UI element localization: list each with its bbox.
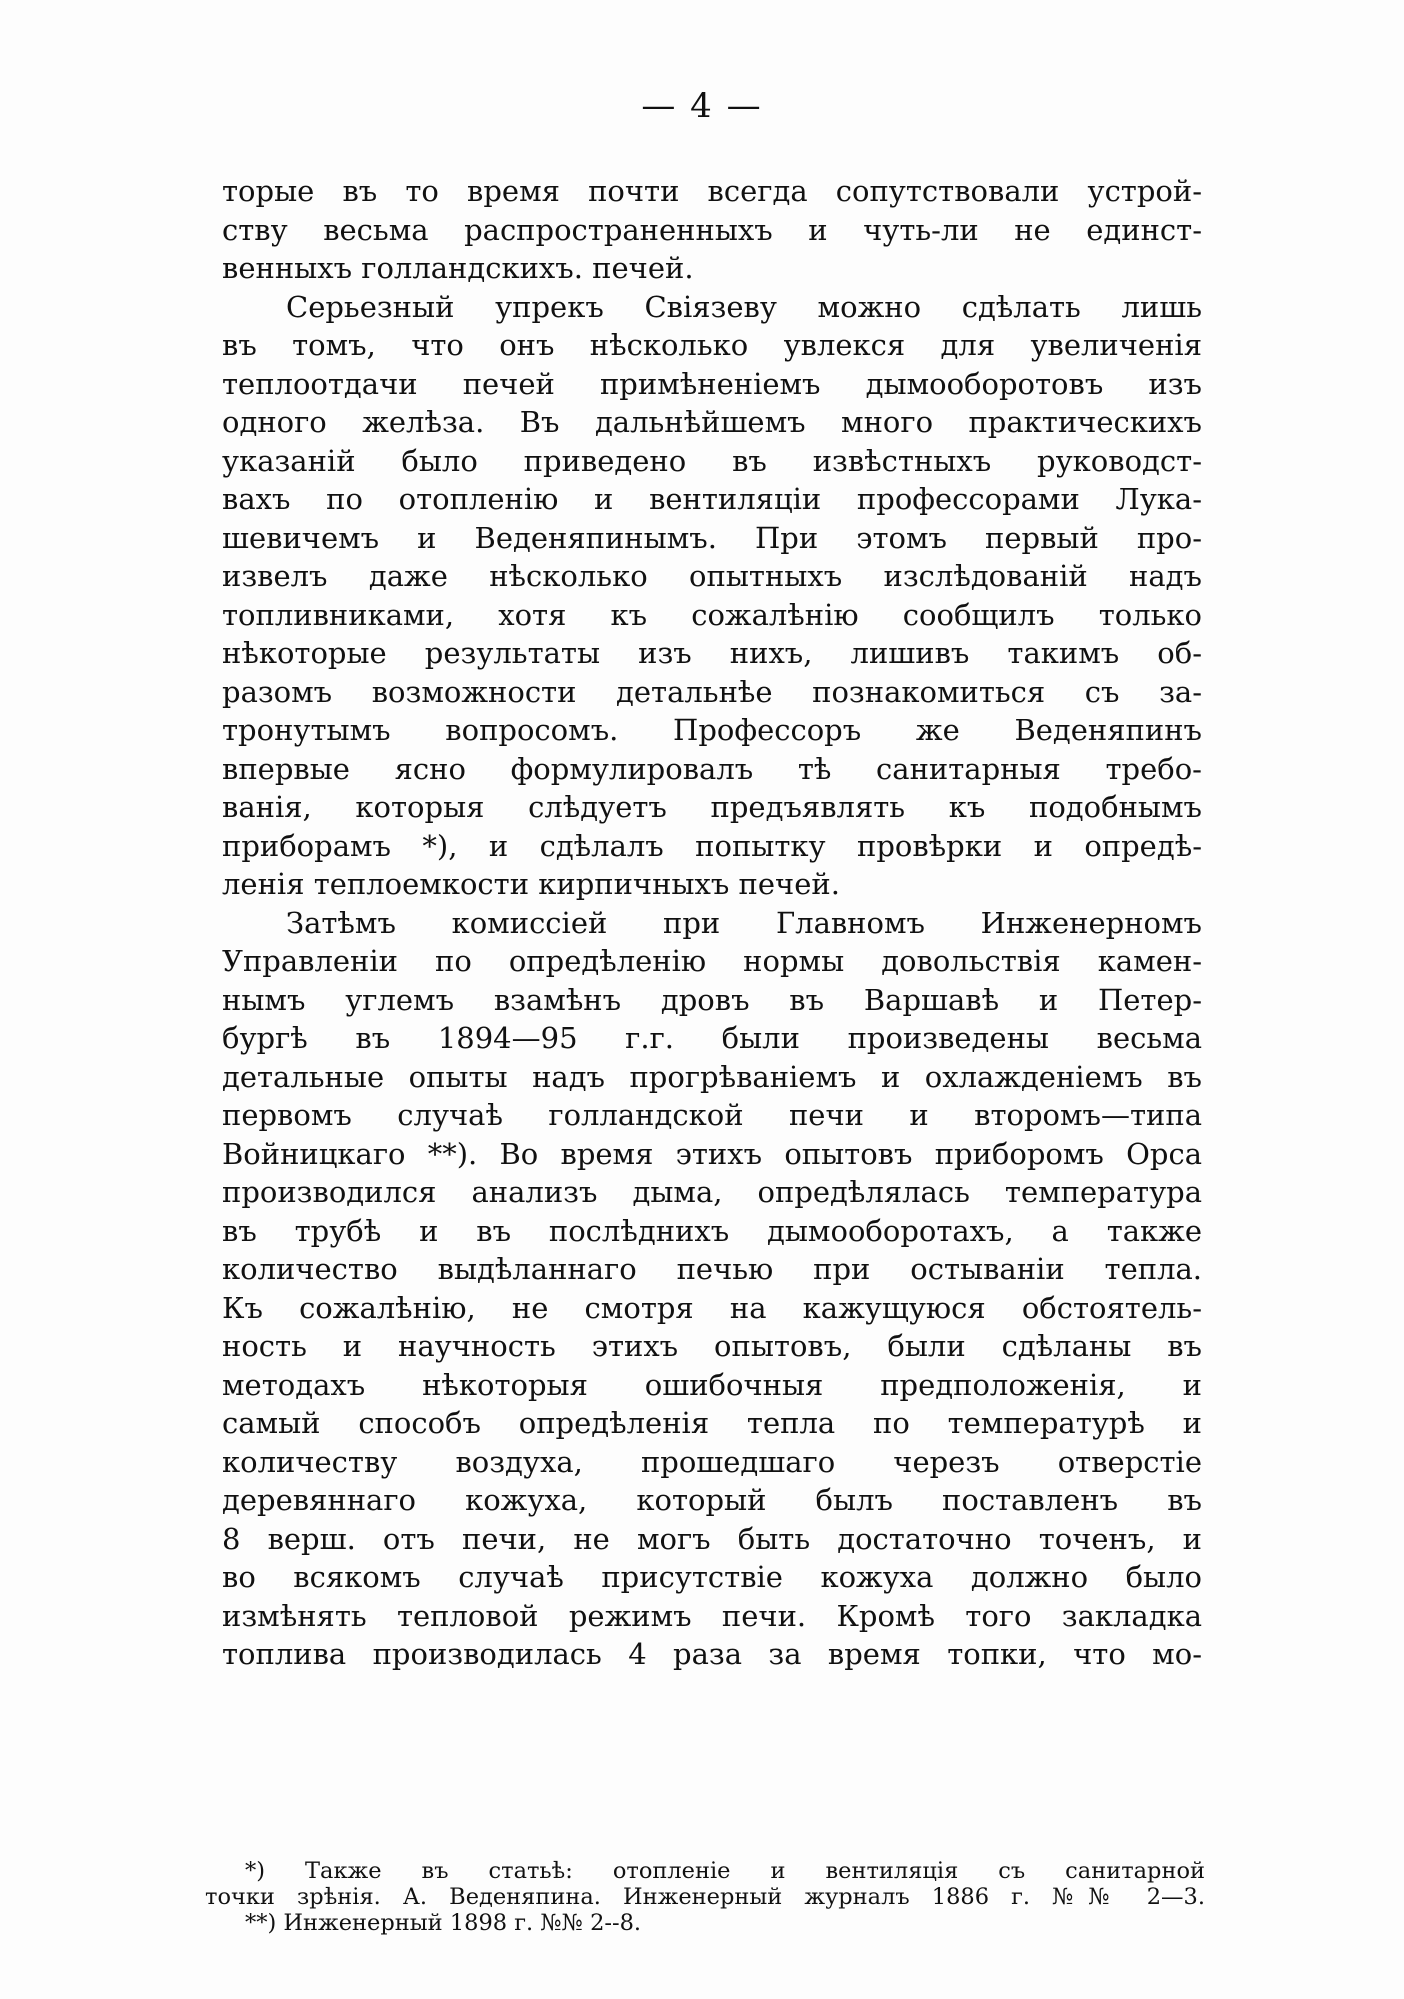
text-line: количество выдѣланнаго печью при остываніи тепла. (222, 1252, 1202, 1286)
text-line: измѣнять тепловой режимъ печи. Кромѣ того закладка (222, 1598, 1202, 1633)
text-line: разомъ возможности детальнѣе познакомиться съ за- (222, 674, 1202, 709)
text-line: во всякомъ случаѣ присутствіе кожуха должно было (222, 1560, 1202, 1594)
text-line: шевичемъ и Веденяпинымъ. При этомъ первый про- (222, 520, 1202, 555)
footnote-line: *) Также въ статьѣ: отопленіе и вентиляція съ санитарной (245, 1858, 1205, 1884)
page-number: — 4 — (641, 86, 763, 126)
text-line: детальные опыты надъ прогрѣваніемъ и охлажденіемъ въ (222, 1059, 1202, 1094)
text-line: самый способъ опредѣленія тепла по температурѣ и (222, 1406, 1202, 1440)
text-line: количеству воздуха, прошедшаго черезъ отверстіе (222, 1444, 1202, 1479)
text-line: извелъ даже нѣсколько опытныхъ изслѣдованій надъ (222, 559, 1202, 593)
text-line: торые въ то время почти всегда сопутствовали устрой- (222, 174, 1202, 208)
text-line: Затѣмъ комиссіей при Главномъ Инженерномъ (286, 905, 1202, 940)
footnotes (205, 1858, 1205, 1936)
text-line: указаній было приведено въ извѣстныхъ руководст- (222, 443, 1202, 478)
text-line: въ томъ, что онъ нѣсколько увлекся для увеличенія (222, 328, 1202, 362)
text-line: въ трубѣ и въ послѣднихъ дымооборотахъ, а также (222, 1213, 1202, 1248)
text-line: ванія, которыя слѣдуетъ предъявлять къ подобнымъ (222, 790, 1202, 824)
text-line: одного желѣза. Въ дальнѣйшемъ много практическихъ (222, 405, 1202, 439)
text-line: нымъ углемъ взамѣнъ дровъ въ Варшавѣ и Петер- (222, 982, 1202, 1017)
text-line: ленія теплоемкости кирпичныхъ печей. (222, 867, 840, 901)
text-line: приборамъ *), и сдѣлалъ попытку провѣрки и опредѣ- (222, 828, 1202, 863)
text-line: методахъ нѣкоторыя ошибочныя предположенія, и (222, 1367, 1202, 1402)
text-line: первомъ случаѣ голландской печи и второмъ—типа (222, 1098, 1202, 1132)
text-line: ству весьма распространенныхъ и чуть-ли не единст- (222, 212, 1202, 247)
text-line: 8 верш. отъ печи, не могъ быть достаточно точенъ, и (222, 1521, 1202, 1556)
text-line: венныхъ голландскихъ. печей. (222, 251, 694, 285)
footnote-line: точки зрѣнія. А. Веденяпина. Инженерный журналъ 1886 г. №№ 2—3. (205, 1884, 1205, 1910)
text-line: топливниками, хотя къ сожалѣнію сообщилъ только (222, 597, 1202, 632)
text-line: тронутымъ вопросомъ. Профессоръ же Веденяпинъ (222, 713, 1202, 747)
text-line: впервые ясно формулировалъ тѣ санитарныя требо- (222, 751, 1202, 786)
text-line: деревяннаго кожуха, который былъ поставленъ въ (222, 1483, 1202, 1517)
text-line: ность и научность этихъ опытовъ, были сдѣланы въ (222, 1329, 1202, 1363)
text-line: производился анализъ дыма, опредѣлялась температура (222, 1175, 1202, 1209)
footnote-line: **) Инженерный 1898 г. №№ 2--8. (245, 1910, 642, 1936)
text-line: Къ сожалѣнію, не смотря на кажущуюся обстоятель- (222, 1290, 1202, 1325)
body-text (222, 172, 1202, 1674)
text-line: топлива производилась 4 раза за время топки, что мо- (222, 1637, 1202, 1671)
text-line: Управленіи по опредѣленію нормы довольствія камен- (222, 944, 1202, 978)
text-line: Войницкаго **). Во время этихъ опытовъ приборомъ Орса (222, 1136, 1202, 1171)
text-line: бургѣ въ 1894—95 г.г. были произведены весьма (222, 1021, 1202, 1055)
text-line: теплоотдачи печей примѣненіемъ дымооборотовъ изъ (222, 366, 1202, 401)
text-line: нѣкоторые результаты изъ нихъ, лишивъ такимъ об- (222, 636, 1202, 670)
text-line: вахъ по отопленію и вентиляціи профессорами Лука- (222, 482, 1202, 516)
text-line: Серьезный упрекъ Свіязеву можно сдѣлать лишь (286, 289, 1202, 324)
